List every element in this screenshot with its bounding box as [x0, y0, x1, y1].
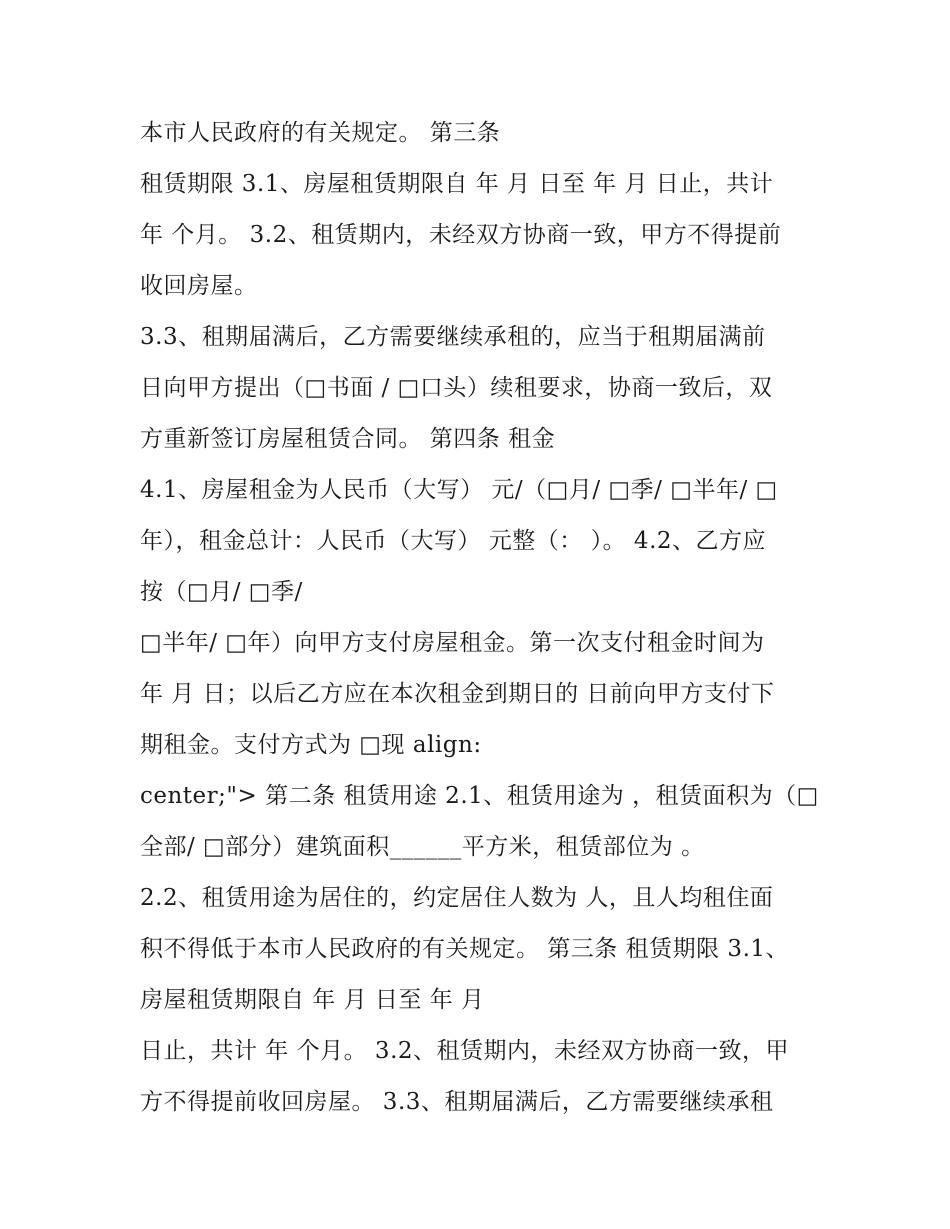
- text-line: 年 个月。 3.2、租赁期内，未经双方协商一致，甲方不得提前: [140, 222, 782, 248]
- text-line: 日向甲方提出（□书面 / □口头）续租要求，协商一致后，双: [140, 375, 773, 401]
- text-line: 4.1、房屋租金为人民币（大写） 元/（□月/ □季/ □半年/ □: [140, 477, 778, 503]
- text-line: 日止，共计 年 个月。 3.2、租赁期内，未经双方协商一致，甲: [140, 1038, 790, 1064]
- text-line: 年 月 日；以后乙方应在本次租金到期日的 日前向甲方支付下: [140, 681, 775, 707]
- text-line: 方重新签订房屋租赁合同。 第四条 租金: [140, 426, 556, 452]
- text-line: 租赁期限 3.1、房屋租赁期限自 年 月 日至 年 月 日止，共计: [140, 171, 774, 197]
- text-line: 房屋租赁期限自 年 月 日至 年 月: [140, 987, 485, 1013]
- text-line: center;"> 第二条 租赁用途 2.1、租赁用途为 ，租赁面积为（□: [140, 783, 819, 809]
- text-line: □半年/ □年）向甲方支付房屋租金。第一次支付租金时间为: [140, 630, 765, 656]
- text-line: 期租金。支付方式为 □现 align:: [140, 732, 482, 758]
- contract-text: [140, 108, 820, 1128]
- text-line: 方不得提前收回房屋。 3.3、租期届满后，乙方需要继续承租: [140, 1089, 774, 1115]
- text-line: 全部/ □部分）建筑面积______平方米，租赁部位为 。: [140, 834, 705, 860]
- text-line: 本市人民政府的有关规定。 第三条: [140, 120, 501, 146]
- text-line: 积不得低于本市人民政府的有关规定。 第三条 租赁期限 3.1、: [140, 936, 790, 962]
- text-line: 按（□月/ □季/: [140, 579, 303, 605]
- text-line: 3.3、租期届满后，乙方需要继续承租的，应当于租期届满前: [140, 324, 766, 350]
- text-line: 2.2、租赁用途为居住的，约定居住人数为 人，且人均租住面: [140, 885, 774, 911]
- text-line: 年），租金总计：人民币（大写） 元整（： ）。 4.2、乙方应: [140, 528, 767, 554]
- text-line: 收回房屋。: [140, 273, 258, 299]
